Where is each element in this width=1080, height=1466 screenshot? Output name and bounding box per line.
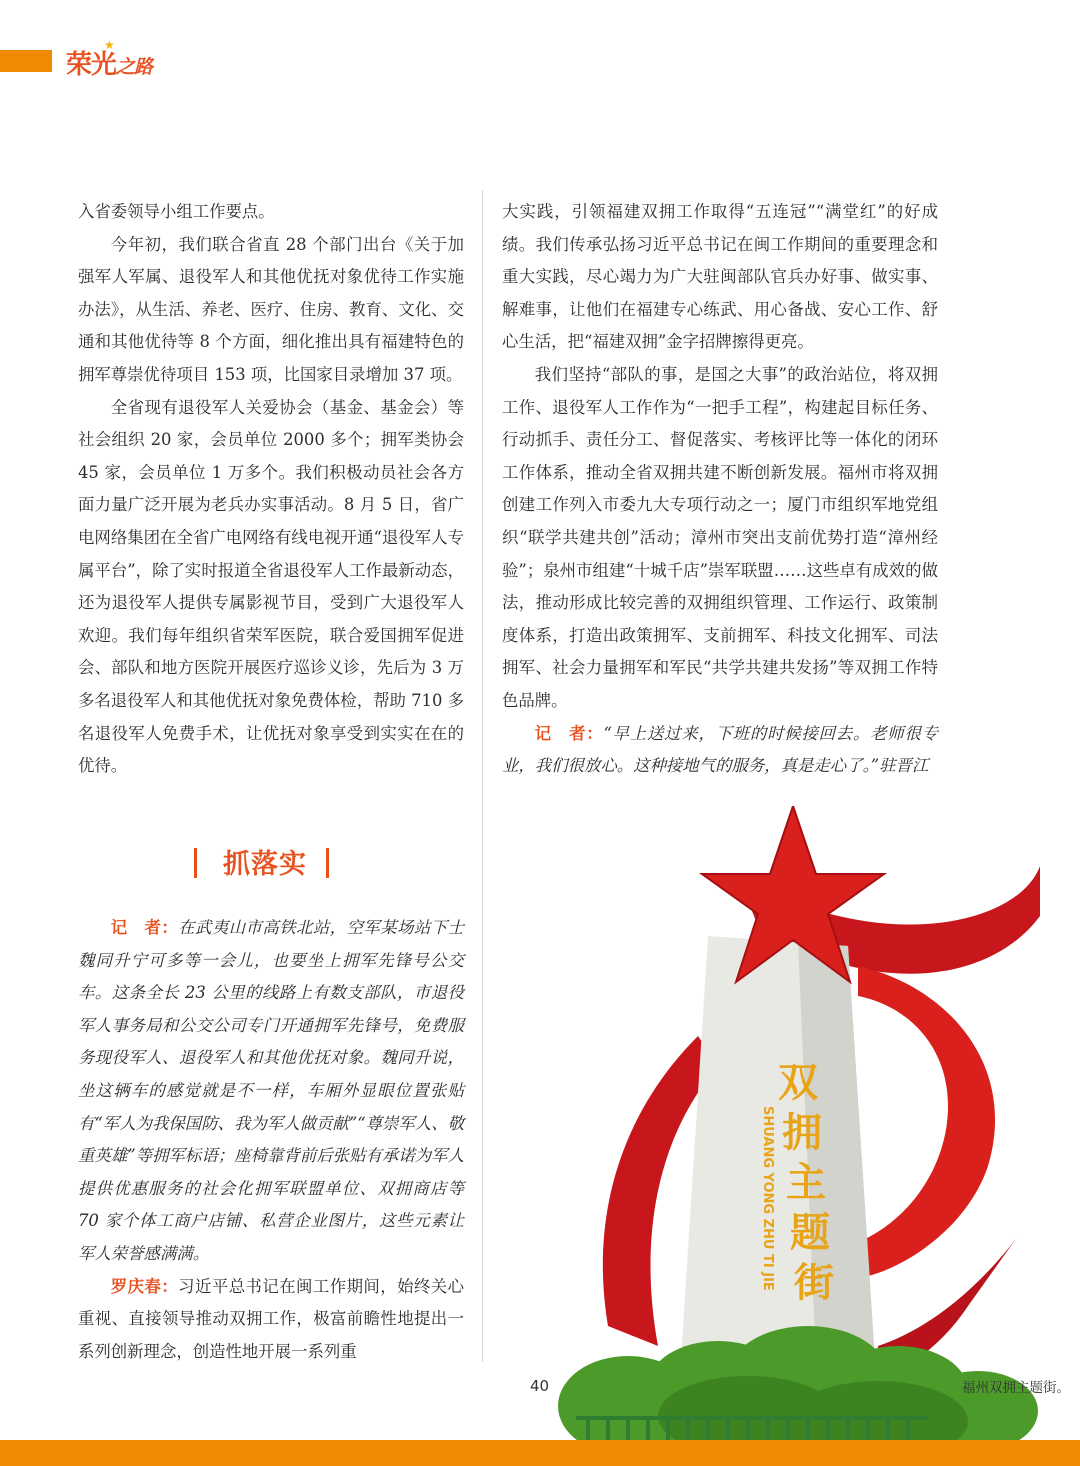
column-divider xyxy=(482,190,483,1362)
sign-char-4: 题 xyxy=(790,1209,830,1256)
answer-text: 习近平总书记在闽工作期间，始终关心重视、直接领导推动双拥工作，极富前瞻性地提出一系列创新理念，创造性地开展一系列重 xyxy=(78,1276,465,1361)
logo-star-icon: ★ xyxy=(104,38,114,52)
page-number: 40 xyxy=(530,1377,550,1395)
sign-char-3: 主 xyxy=(786,1159,826,1206)
interview-answer xyxy=(78,1271,464,1369)
heading-bar-left xyxy=(194,848,197,878)
logo-main: 荣光 xyxy=(66,50,117,80)
right-paragraph-2: 我们坚持“部队的事，是国之大事”的政治站位，将双拥工作、退役军人工作作为“一把手工程”，构建起目标任务、行动抓手、责任分工、督促落实、考核评比等一体化的闭环工作体系，推动全省双拥共建不断创新发展。福州市将双拥创建工作列入市委九大专项行动之一；厦门市组织军地党组织“联学共建共创”活动；漳州市突出支前优势打造“漳州经验”；泉州市组建“十城千店”崇军联盟……这些卓有成效的做法，推动形成比较完善的双拥组织管理、工作运行、政策制度体系，打造出政策拥军、支前拥军、科技文化拥军、司法拥军、社会力量拥军和军民“共学共建共发扬”等双拥工作特色品牌。 xyxy=(502,364,938,710)
right-interview-question xyxy=(502,718,938,783)
interview-question xyxy=(78,912,464,1271)
right-paragraph-1: 大实践，引领福建双拥工作取得“五连冠”“满堂红”的好成绩。我们传承弘扬习近平总书记在闽工作期间的重要理念和重大实践，尽心竭力为广大驻闽部队官兵办好事、做实事、解难事，让他们在福建专心练武、用心备战、安心工作、舒心生活，把“福建双拥”金字招牌擦得更亮。 xyxy=(502,202,938,352)
question-text: 在武夷山市高铁北站，空军某场站下士魏同升宁可多等一会儿，也要坐上拥军先锋号公交车。这条全长 23 公里的线路上有数支部队，市退役军人事务局和公交公司专门开通拥军先锋号，免费服务现役军人、退役军人和其他优抚对象。魏同升说，坐这辆车的感觉就是不一样，车厢外显眼位置张贴有“军人为我保国防、我为军人做贡献”“尊崇军人、敬重英雄”等拥军标语；座椅靠背前后张贴有承诺为军人提供优惠服务的社会化拥军联盟单位、双拥商店等 70 家个体工商户店铺、私营企业图片，这些元素让军人荣誉感满满。 xyxy=(78,918,465,1263)
left-paragraph-1: 入省委领导小组工作要点。 xyxy=(78,202,275,221)
logo-sub: 之路 xyxy=(116,56,153,78)
photo-caption: 福州双拥主题街。 xyxy=(962,1380,1070,1396)
sign-pinyin: SHUANG YONG ZHU TI JIE xyxy=(760,1106,775,1291)
sign-char-2: 拥 xyxy=(782,1109,822,1156)
interviewee-label: 罗庆春： xyxy=(110,1276,179,1296)
sign-char-1: 双 xyxy=(778,1059,818,1106)
left-column-lower xyxy=(78,912,464,1368)
sign-char-5: 街 xyxy=(794,1259,834,1306)
right-column xyxy=(502,196,938,783)
magazine-logo xyxy=(66,38,153,81)
heading-bar-right xyxy=(326,848,329,878)
footer-accent-bar xyxy=(0,1440,1080,1466)
red-ribbon-front xyxy=(848,966,995,1276)
section-title: 抓落实 xyxy=(223,849,307,880)
section-heading xyxy=(188,842,338,882)
monument-photo xyxy=(548,806,1040,1466)
left-paragraph-3: 全省现有退役军人关爱协会（基金、基金会）等社会组织 20 家，会员单位 2000 多个；拥军类协会 45 家，会员单位 1 万多个。我们积极动员社会各方面力量广泛开展为老兵办实事活动。8 月 5 日，省广电网络集团在全省广电网络有线电视开通“退役军人专属平台”，除了实时报道全省退役军人工作最新动态，还为退役军人提供专属影视节目，受到广大退役军人欢迎。我们每年组织省荣军医院，联合爱国拥军促进会、部队和地方医院开展医疗巡诊义诊，先后为 3 万多名退役军人和其他优抚对象免费体检，帮助 710 多名退役军人免费手术，让优抚对象享受到实实在在的优待。 xyxy=(78,397,464,776)
right-question-text: “早上送过来，下班的时候接回去。老师很专业，我们很放心。这种接地气的服务，真是走心了。”驻晋江 xyxy=(502,723,938,776)
left-column xyxy=(78,196,464,783)
reporter-label: 记 者： xyxy=(110,918,179,937)
left-paragraph-2: 今年初，我们联合省直 28 个部门出台《关于加强军人军属、退役军人和其他优抚对象优待工作实施办法》，从生活、养老、医疗、住房、教育、文化、交通和其他优待等 8 个方面，细化推出具有福建特色的拥军尊崇优待项目 153 项，比国家目录增加 37 项。 xyxy=(78,234,464,384)
header-accent-bar xyxy=(0,50,52,72)
right-reporter-label: 记 者： xyxy=(534,723,604,743)
